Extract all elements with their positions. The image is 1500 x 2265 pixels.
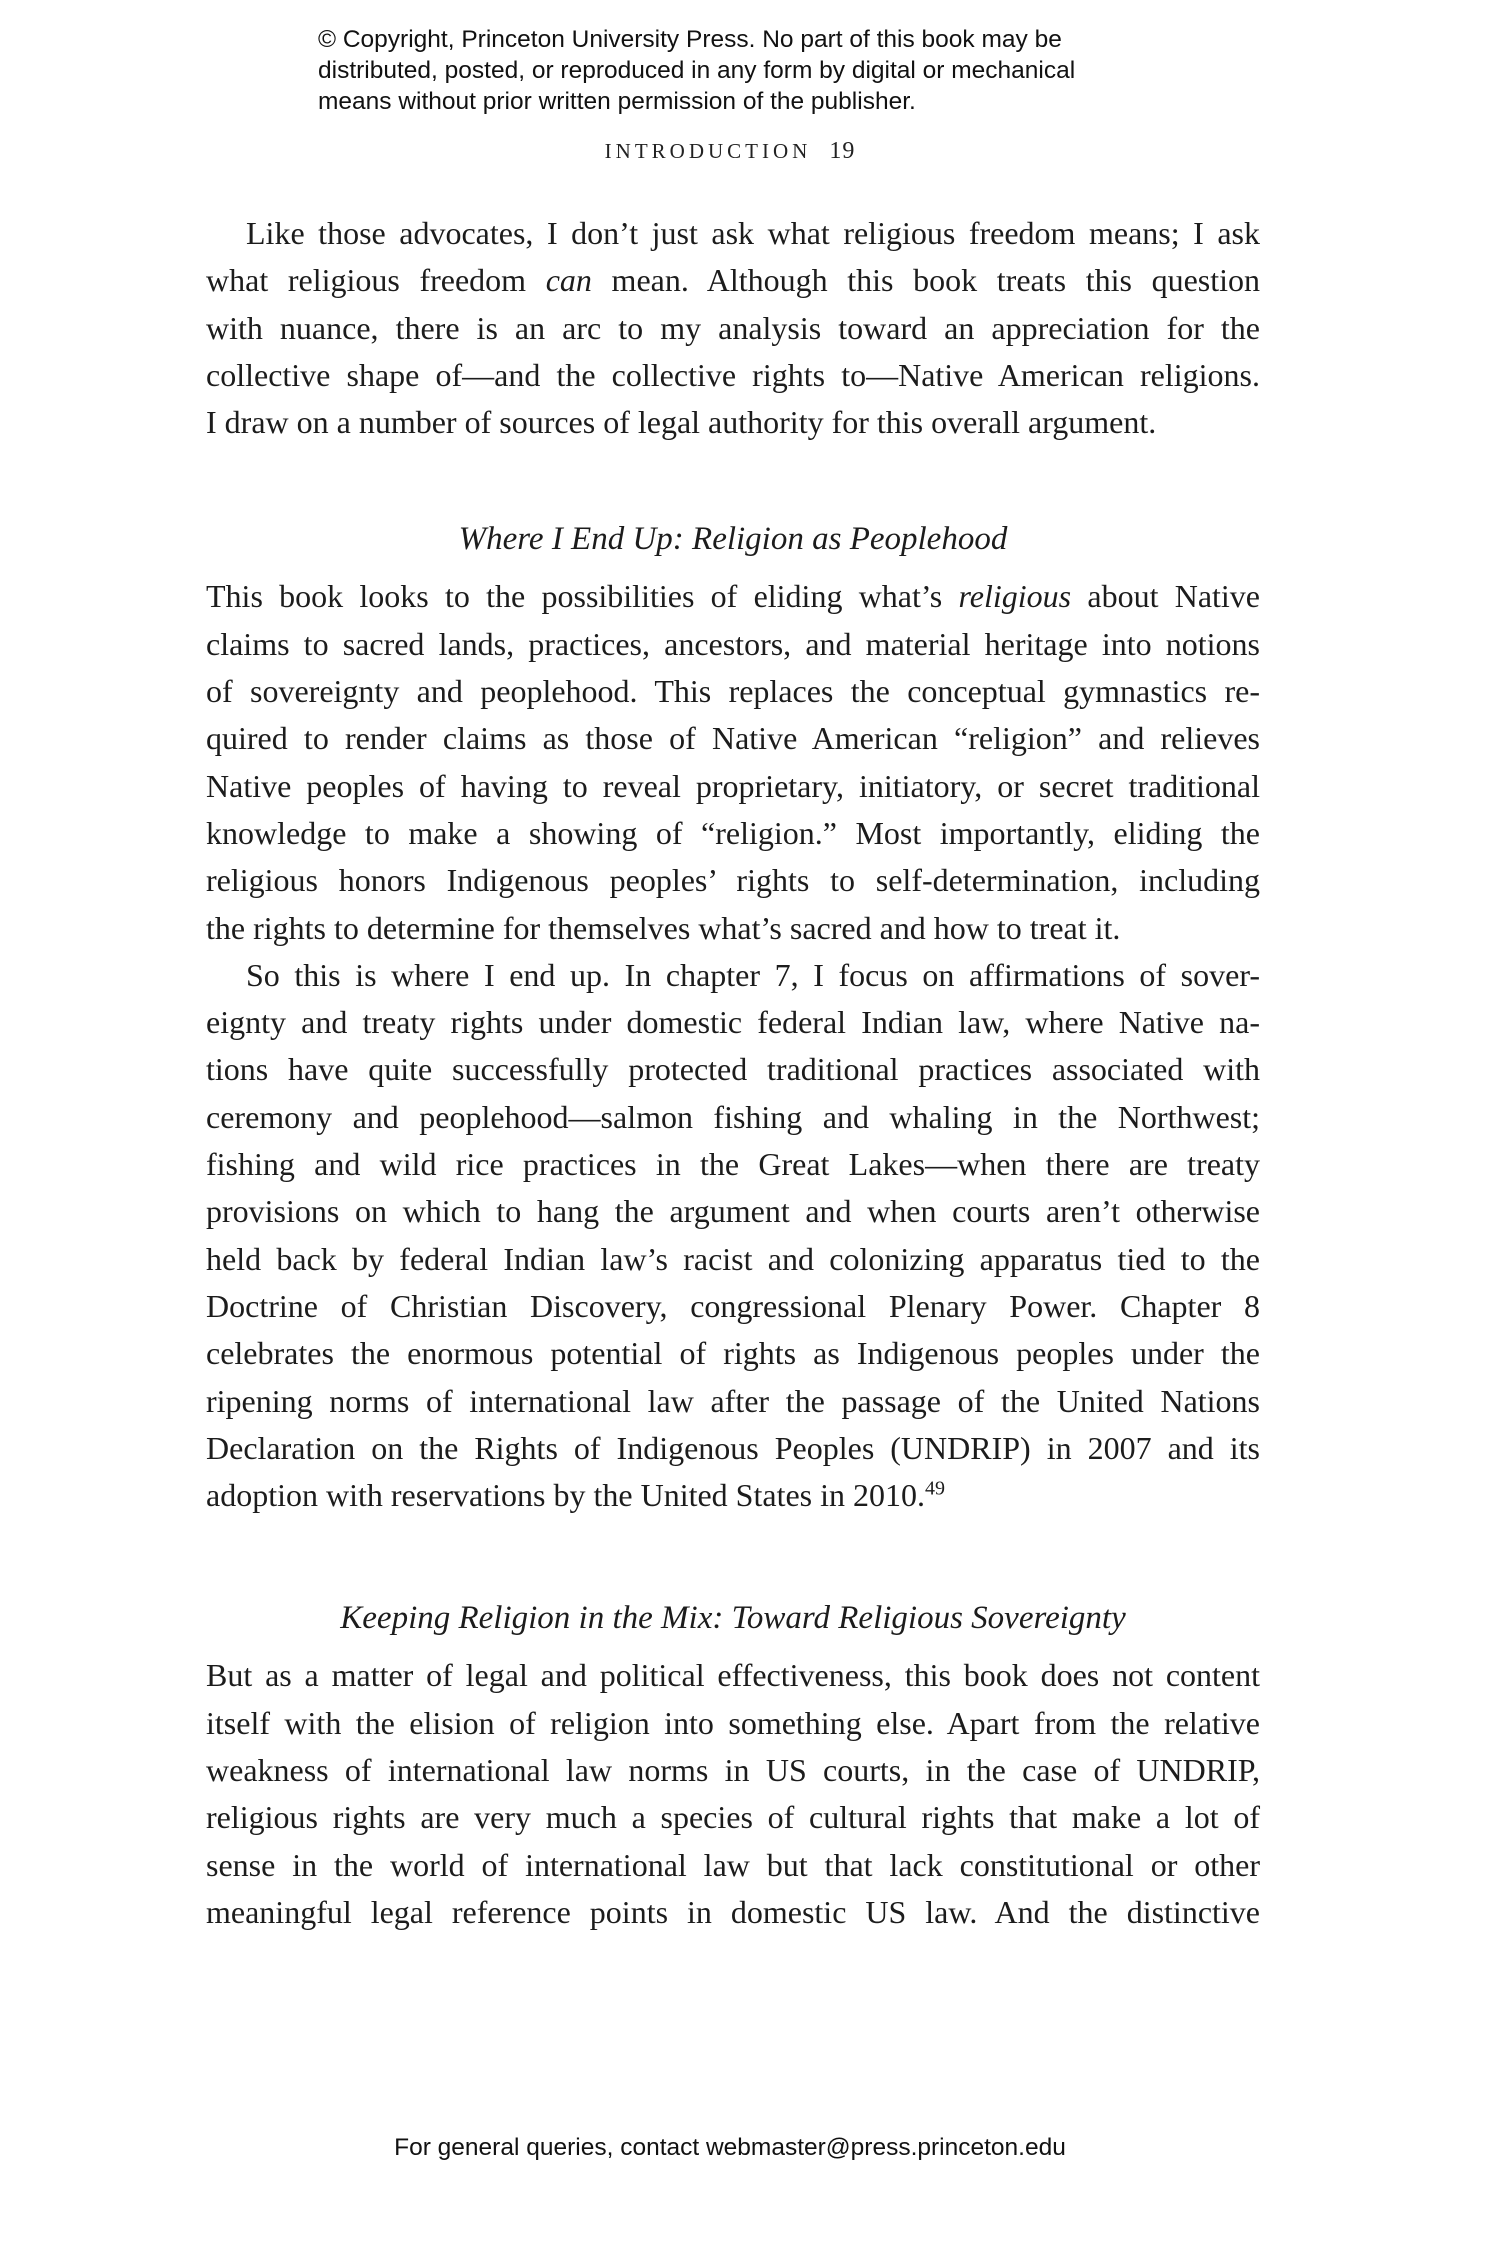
emphasis: can xyxy=(545,262,592,299)
text-line: itself with the elision of religion into something else. Apart from the relative xyxy=(206,1704,1260,1741)
text-line: religious honors Indigenous peoples’ rights to self-determination, including xyxy=(206,862,1260,899)
copyright-line: means without prior written permission of the publisher. xyxy=(318,88,916,115)
text-run: mean. Although this book treats this question xyxy=(591,262,1261,299)
paragraph xyxy=(206,1652,1260,1936)
text-run: about Native xyxy=(1071,578,1261,615)
section-heading: Keeping Religion in the Mix: Toward Religious Sovereignty xyxy=(340,1600,1126,1637)
text-run: This book looks to the possibilities of eliding what’s xyxy=(206,578,959,615)
text-line: Doctrine of Christian Discovery, congressional Plenary Power. Chapter 8 xyxy=(206,1287,1260,1324)
section-heading: Where I End Up: Religion as Peoplehood xyxy=(458,521,1008,558)
text-line: Like those advocates, I don’t just ask what religious freedom means; I ask xyxy=(246,215,1260,251)
copyright-line: distributed, posted, or reproduced in any form by digital or mechanical xyxy=(318,57,1076,84)
text-line: tions have quite successfully protected traditional practices associated with xyxy=(206,1051,1260,1088)
copyright-notice xyxy=(318,24,1218,117)
text-line: sense in the world of international law but that lack constitutional or other xyxy=(206,1846,1260,1883)
text-line: celebrates the enormous potential of rights as Indigenous peoples under the xyxy=(206,1335,1260,1372)
text-line: weakness of international law norms in US courts, in the case of UNDRIP, xyxy=(206,1752,1260,1789)
text-line: But as a matter of legal and political effectiveness, this book does not content xyxy=(206,1657,1260,1694)
text-line: religious rights are very much a species of cultural rights that make a lot of xyxy=(206,1799,1260,1836)
text-run: what religious freedom xyxy=(206,262,546,299)
text-line: with nuance, there is an arc to my analysis toward an appreciation for the xyxy=(206,309,1260,346)
footer-contact: For general queries, contact webmaster@press.princeton.edu xyxy=(394,2134,1066,2161)
text-line: fishing and wild rice practices in the Great Lakes—when there are treaty xyxy=(206,1146,1260,1183)
running-head xyxy=(0,138,1460,165)
text-line: of sovereignty and peoplehood. This replaces the conceptual gymnastics re- xyxy=(206,673,1260,710)
paragraph xyxy=(206,952,1260,1520)
text-line: I draw on a number of sources of legal authority for this overall argument. xyxy=(206,404,1157,441)
text-line: ripening norms of international law after the passage of the United Nations xyxy=(206,1382,1260,1419)
copyright-line: © Copyright, Princeton University Press. No part of this book may be xyxy=(318,26,1062,53)
body-text xyxy=(206,210,1260,1936)
text-line: quired to render claims as those of Native American “religion” and relieves xyxy=(206,720,1260,757)
page-number: 19 xyxy=(829,138,856,164)
text-line: claims to sacred lands, practices, ancestors, and material heritage into notions xyxy=(206,625,1260,662)
text-line: provisions on which to hang the argument and when courts aren’t otherwise xyxy=(206,1193,1260,1230)
text-line: collective shape of—and the collective rights to—Native American religions. xyxy=(206,356,1260,393)
text-line: the rights to determine for themselves what’s sacred and how to treat it. xyxy=(206,909,1121,946)
text-line: So this is where I end up. In chapter 7, I focus on affirmations of sover- xyxy=(246,956,1260,993)
text-line xyxy=(206,1472,1260,1519)
paragraph xyxy=(206,573,1260,951)
text-line: eignty and treaty rights under domestic federal Indian law, where Native na- xyxy=(206,1004,1260,1041)
text-line xyxy=(206,573,1260,620)
running-head-section: INTRODUCTION xyxy=(604,139,812,163)
text-line: knowledge to make a showing of “religion.” Most importantly, eliding the xyxy=(206,814,1260,851)
paragraph xyxy=(206,210,1260,446)
text-line: held back by federal Indian law’s racist and colonizing apparatus tied to the xyxy=(206,1240,1260,1277)
text-run: adoption with reservations by the United States in 2010. xyxy=(206,1477,925,1514)
text-line: ceremony and peoplehood—salmon fishing and whaling in the Northwest; xyxy=(206,1098,1260,1135)
text-line: Declaration on the Rights of Indigenous Peoples (UNDRIP) in 2007 and its xyxy=(206,1429,1260,1466)
footnote-reference[interactable]: 49 xyxy=(925,1477,945,1500)
text-line xyxy=(206,257,1260,304)
text-line: meaningful legal reference points in domestic US law. And the distinctive xyxy=(206,1893,1260,1930)
emphasis: religious xyxy=(958,578,1072,615)
text-line: Native peoples of having to reveal proprietary, initiatory, or secret traditional xyxy=(206,767,1260,804)
